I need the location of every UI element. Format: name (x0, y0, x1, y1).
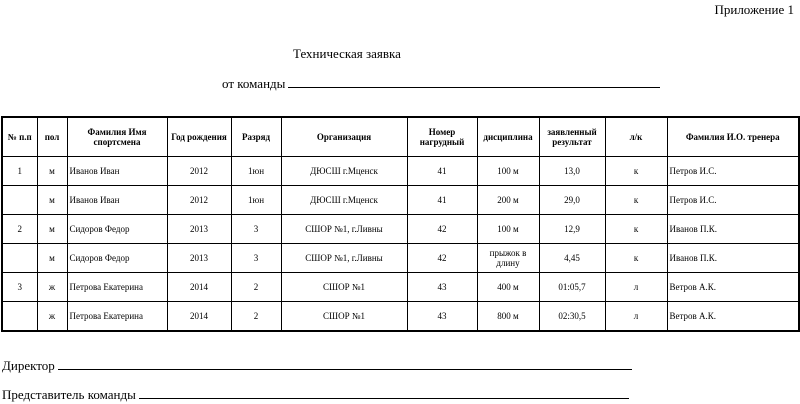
appendix-label: Приложение 1 (714, 2, 794, 17)
cell-lk: к (605, 157, 667, 186)
cell-sex: ж (37, 302, 67, 332)
cell-lk: к (605, 186, 667, 215)
table-header-row (2, 117, 799, 157)
cell-athlete: Сидоров Федор (67, 244, 167, 273)
team-label: от команды (222, 76, 286, 91)
cell-athlete: Сидоров Федор (67, 215, 167, 244)
col-header-sex: пол (37, 117, 67, 157)
cell-sex: ж (37, 273, 67, 302)
col-header-lk: л/к (605, 117, 667, 157)
cell-rank: 1юн (231, 186, 281, 215)
team-blank-line[interactable] (288, 76, 660, 88)
cell-organization: СШОР №1, г.Ливны (281, 244, 407, 273)
cell-rank: 3 (231, 244, 281, 273)
cell-bib: 42 (407, 215, 477, 244)
cell-organization: СШОР №1 (281, 302, 407, 332)
cell-bib: 43 (407, 302, 477, 332)
cell-organization: СШОР №1 (281, 273, 407, 302)
cell-rank: 3 (231, 215, 281, 244)
cell-birth-year: 2012 (167, 186, 231, 215)
cell-birth-year: 2012 (167, 157, 231, 186)
cell-sex: м (37, 186, 67, 215)
cell-lk: к (605, 215, 667, 244)
cell-discipline: 400 м (477, 273, 539, 302)
cell-lk: л (605, 273, 667, 302)
col-header-coach: Фамилия И.О. тренера (667, 117, 799, 157)
cell-number (2, 302, 37, 332)
cell-birth-year: 2014 (167, 302, 231, 332)
representative-label: Представитель команды (2, 387, 136, 402)
cell-discipline: 100 м (477, 215, 539, 244)
team-line (222, 76, 660, 92)
table-row (2, 186, 799, 215)
cell-rank: 1юн (231, 157, 281, 186)
cell-result: 01:05,7 (539, 273, 605, 302)
cell-result: 4,45 (539, 244, 605, 273)
col-header-discipline: дисциплина (477, 117, 539, 157)
col-header-bib: Номер нагрудный (407, 117, 477, 157)
cell-number: 1 (2, 157, 37, 186)
cell-birth-year: 2013 (167, 215, 231, 244)
cell-result: 13,0 (539, 157, 605, 186)
table-row (2, 244, 799, 273)
cell-discipline: 800 м (477, 302, 539, 332)
cell-birth-year: 2013 (167, 244, 231, 273)
entries-table (1, 116, 800, 332)
cell-coach: Ветров А.К. (667, 302, 799, 332)
cell-number (2, 244, 37, 273)
col-header-athlete: Фамилия Имя спортсмена (67, 117, 167, 157)
cell-result: 29,0 (539, 186, 605, 215)
table-row (2, 273, 799, 302)
representative-blank-line[interactable] (139, 387, 629, 399)
table-row (2, 157, 799, 186)
table-row (2, 302, 799, 332)
cell-discipline: прыжок в длину (477, 244, 539, 273)
document-title: Техническая заявка (293, 46, 401, 61)
cell-result: 02:30,5 (539, 302, 605, 332)
col-header-rank: Разряд (231, 117, 281, 157)
cell-athlete: Иванов Иван (67, 157, 167, 186)
col-header-birth-year: Год рождения (167, 117, 231, 157)
cell-athlete: Петрова Екатерина (67, 302, 167, 332)
col-header-number: № п.п (2, 117, 37, 157)
cell-bib: 42 (407, 244, 477, 273)
cell-coach: Иванов П.К. (667, 215, 799, 244)
director-signature-line (2, 358, 632, 374)
cell-discipline: 100 м (477, 157, 539, 186)
cell-bib: 41 (407, 157, 477, 186)
director-blank-line[interactable] (58, 358, 632, 370)
cell-rank: 2 (231, 302, 281, 332)
cell-athlete: Петрова Екатерина (67, 273, 167, 302)
cell-organization: ДЮСШ г.Мценск (281, 186, 407, 215)
col-header-result: заявленный результат (539, 117, 605, 157)
cell-coach: Ветров А.К. (667, 273, 799, 302)
cell-sex: м (37, 157, 67, 186)
table-row (2, 215, 799, 244)
cell-number (2, 186, 37, 215)
cell-organization: ДЮСШ г.Мценск (281, 157, 407, 186)
cell-number: 2 (2, 215, 37, 244)
cell-rank: 2 (231, 273, 281, 302)
director-label: Директор (2, 358, 55, 373)
cell-bib: 41 (407, 186, 477, 215)
col-header-organization: Организация (281, 117, 407, 157)
cell-number: 3 (2, 273, 37, 302)
cell-bib: 43 (407, 273, 477, 302)
cell-sex: м (37, 215, 67, 244)
representative-signature-line (2, 387, 629, 403)
cell-lk: к (605, 244, 667, 273)
cell-birth-year: 2014 (167, 273, 231, 302)
cell-result: 12,9 (539, 215, 605, 244)
cell-discipline: 200 м (477, 186, 539, 215)
cell-organization: СШОР №1, г.Ливны (281, 215, 407, 244)
cell-coach: Петров И.С. (667, 186, 799, 215)
cell-athlete: Иванов Иван (67, 186, 167, 215)
cell-sex: м (37, 244, 67, 273)
cell-lk: л (605, 302, 667, 332)
cell-coach: Иванов П.К. (667, 244, 799, 273)
cell-coach: Петров И.С. (667, 157, 799, 186)
